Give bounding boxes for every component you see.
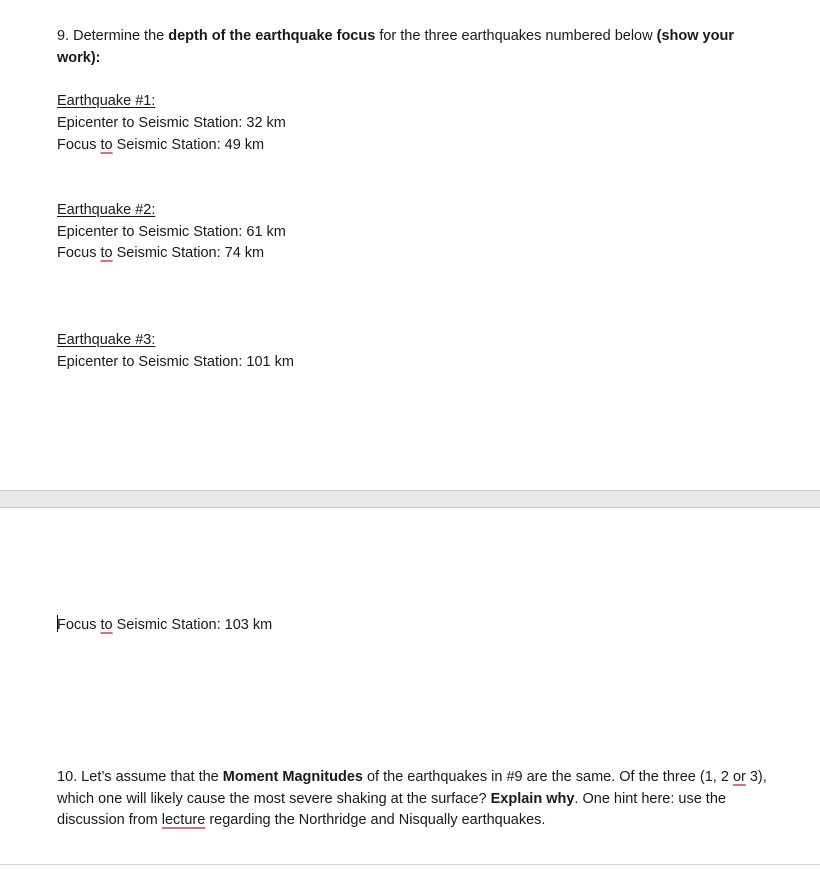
spellcheck-flag[interactable]: to — [100, 137, 113, 153]
focus-label: Focus — [57, 245, 101, 261]
earthquake-1-title: Earthquake #1: — [57, 93, 156, 109]
q9-bold-show-work: (show your work): — [57, 28, 734, 66]
document-page-2 — [0, 508, 820, 865]
earthquake-3-title: Earthquake #3: — [57, 332, 156, 348]
q10-suffix: regarding the Northridge and Nisqually earthquakes. — [205, 812, 546, 828]
q10-middle-3: . One hint here: use the discussion from — [57, 790, 726, 828]
q10-prefix: 10. Let’s assume that the — [57, 769, 223, 785]
earthquake-2-title: Earthquake #2: — [57, 202, 156, 218]
question-9 — [57, 26, 767, 69]
earthquake-1-epicenter: Epicenter to Seismic Station: 32 km — [57, 115, 286, 131]
q9-prefix: 9. Determine the — [57, 28, 169, 44]
spellcheck-flag[interactable]: to — [100, 245, 113, 261]
earthquake-2-focus — [57, 243, 264, 265]
earthquake-3-focus — [57, 615, 272, 637]
spellcheck-flag[interactable]: lecture — [161, 812, 206, 828]
q10-bold-explain-why: Explain why — [490, 790, 575, 807]
focus-label: Focus — [57, 137, 101, 153]
spellcheck-flag[interactable]: or — [732, 769, 746, 785]
q10-bold-moment-magnitudes: Moment Magnitudes — [222, 769, 363, 785]
earthquake-2-epicenter: Epicenter to Seismic Station: 61 km — [57, 224, 286, 240]
q9-bold-depth: depth of the earthquake focus — [168, 28, 376, 44]
focus-value: Seismic Station: 103 km — [112, 617, 273, 633]
page-bottom-border — [0, 864, 820, 865]
spellcheck-flag[interactable]: to — [100, 617, 113, 633]
focus-label: Focus — [57, 617, 101, 633]
earthquake-3-epicenter: Epicenter to Seismic Station: 101 km — [57, 354, 294, 370]
question-10 — [57, 767, 767, 832]
q9-middle: for the three earthquakes numbered below — [375, 28, 657, 44]
focus-value: Seismic Station: 49 km — [112, 137, 265, 153]
page-break-gap — [0, 490, 820, 508]
q10-middle-2: 3), which one will likely cause the most severe shaking at the surface? — [57, 769, 767, 807]
focus-value: Seismic Station: 74 km — [112, 245, 265, 261]
earthquake-1-focus — [57, 135, 264, 157]
q10-middle-1: of the earthquakes in #9 are the same. Of the three (1, 2 — [362, 769, 733, 785]
